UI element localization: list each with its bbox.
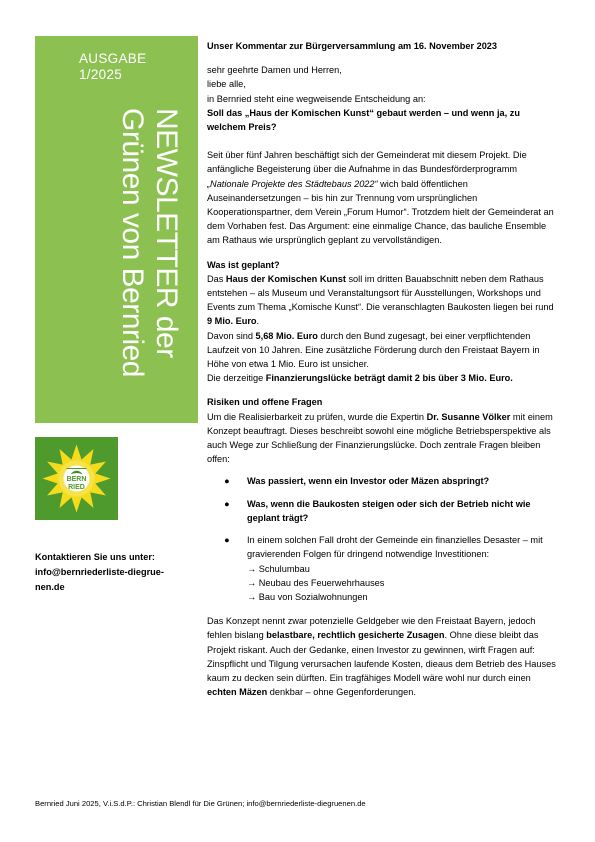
contact-email[interactable] — [35, 565, 195, 595]
background-paragraph: Seit über fünf Jahren beschäftigt sich der Gemeinderat mit diesem Projekt. Die anfängliche Begeisterung über die Aufnahme in das Bundesförderprogramm „Nationale Projekte des Städtebaus 2022“ wich bald öffentlichen Auseinandersetzungen – bis hin zur Trennung vom ursprünglichen Kooperationspartner, dem Verein „Forum Humor“. Trotzdem hielt der Gemeinderat an dem Vorhaben fest. Das Argument: eine einmalige Chance, das bauliche Ensemble am Rathaus wie ursprünglich geplant zu vervollständigen. — [207, 150, 554, 246]
greeting-line-1: sehr geehrte Damen und Herren, — [207, 65, 342, 76]
funding-program-name: „Nationale Projekte des Städtebaus 2022“ — [207, 178, 378, 189]
risks-paragraph: Um die Realisierbarkeit zu prüfen, wurde die Expertin Dr. Susanne Völker mit einem Konzept beauftragt. Dieses beschreibt sowohl eine mögliche Betriebsperspektive als auch Wege zur Schließung der Finanzierungslücke. Doch zentrale Fragen bleiben offen: — [207, 411, 553, 465]
bullet-icon: ● — [224, 476, 230, 487]
list-item: ● Was passiert, wenn ein Investor oder Mäzen abspringt? — [207, 474, 557, 488]
section-heading-plan: Was ist geplant? — [207, 259, 280, 270]
plan-paragraph: Das Haus der Komischen Kunst soll im dritten Bauabschnitt neben dem Rathaus entstehen – als Museum und Veranstaltungsort für Ausstellungen, Workshops und Events zum Thema „Komische Kunst“. Die veranschlagten Baukosten liegen bei rund 9 Mio. Euro. — [207, 273, 554, 327]
title-line-2: Grünen von Bernried — [116, 108, 149, 377]
logo-text-bottom: RIED — [68, 484, 85, 491]
conclusion-paragraph: Das Konzept nennt zwar potenzielle Geldgeber wie den Freistaat Bayern, jedoch fehlen bislang belastbare, rechtlich gesicherte Zusagen. Ohne diese bleibt das Projekt riskant. Auch der Gedanke, einen Investor zu gewinnen, wirft Fragen auf: Zinspflicht und Tilgung verursachen laufende Kosten, dieaus dem Betrieb des Hauses kaum zu decken sein dürften. Ein tragfähiges Modell wäre wohl nur durch einen echten Mäzen denkbar – ohne Gegenforderungen. — [207, 616, 556, 698]
key-question: Soll das „Haus der Komischen Kunst“ gebaut werden – und wenn ja, zu welchem Preis? — [207, 107, 520, 133]
section-heading-risks: Risiken und offene Fragen — [207, 397, 323, 408]
bullet-icon: ● — [224, 535, 230, 546]
article — [207, 39, 557, 699]
investments-list — [247, 562, 557, 605]
article-heading: Unser Kommentar zur Bürgerversammlung am 16. November 2023 — [207, 41, 498, 51]
logo-text-top: BERN — [66, 476, 87, 483]
contact-email-line-1: info@bernriederliste-diegrue- — [35, 567, 164, 577]
issue-number: 1/2025 — [79, 67, 123, 82]
open-questions-list — [207, 474, 557, 604]
list-item: → Neubau des Feuerwehrhauses — [247, 577, 385, 588]
contact-heading: Kontaktieren Sie uns unter: — [35, 552, 155, 562]
greeting-line-2: liebe alle, — [207, 79, 246, 90]
list-item: → Bau von Sozialwohnungen — [247, 591, 368, 602]
funding-paragraph: Davon sind 5,68 Mio. Euro durch den Bund zugesagt, bei einer verpflichtenden Laufzeit von 10 Jahren. Eine zusätzliche Förderung durch den Freistaat Bayern in Höhe von etwa 1 Mio. Euro ist unsicher. — [207, 330, 540, 370]
contact-email-line-2: nen.de — [35, 582, 65, 592]
issue-label: AUSGABE — [79, 51, 147, 66]
list-item: ● Was, wenn die Baukosten steigen oder sich der Betrieb nicht wie geplant trägt? — [224, 498, 531, 523]
list-item: → Schulumbau — [247, 563, 310, 574]
footer-imprint: Bernried Juni 2025, V.i.S.d.P.: Christian Blendl für Die Grünen; info@bernriederliste-diegruenen.de — [35, 799, 366, 808]
contact-block — [35, 550, 195, 595]
list-item: ● In einem solchen Fall droht der Gemeinde ein finanzielles Desaster – mit gravierenden Folgen für dringend notwendige Investitionen: → Schulumbau → Neubau des Feuerwehrhauses → Bau von Sozialwohnungen — [207, 533, 557, 604]
issue-info — [79, 51, 146, 83]
sunflower-logo-graphic — [35, 437, 118, 520]
bullet-icon: ● — [224, 498, 230, 509]
funding-gap: Die derzeitige Finanzierungslücke beträgt damit 2 bis über 3 Mio. Euro. — [207, 373, 513, 384]
title-line-1: NEWSLETTER der — [150, 108, 183, 358]
newsletter-banner — [35, 36, 198, 423]
sunflower-logo — [35, 437, 118, 520]
newsletter-title — [115, 108, 183, 377]
intro-text: in Bernried steht eine wegweisende Entscheidung an: — [207, 93, 426, 104]
